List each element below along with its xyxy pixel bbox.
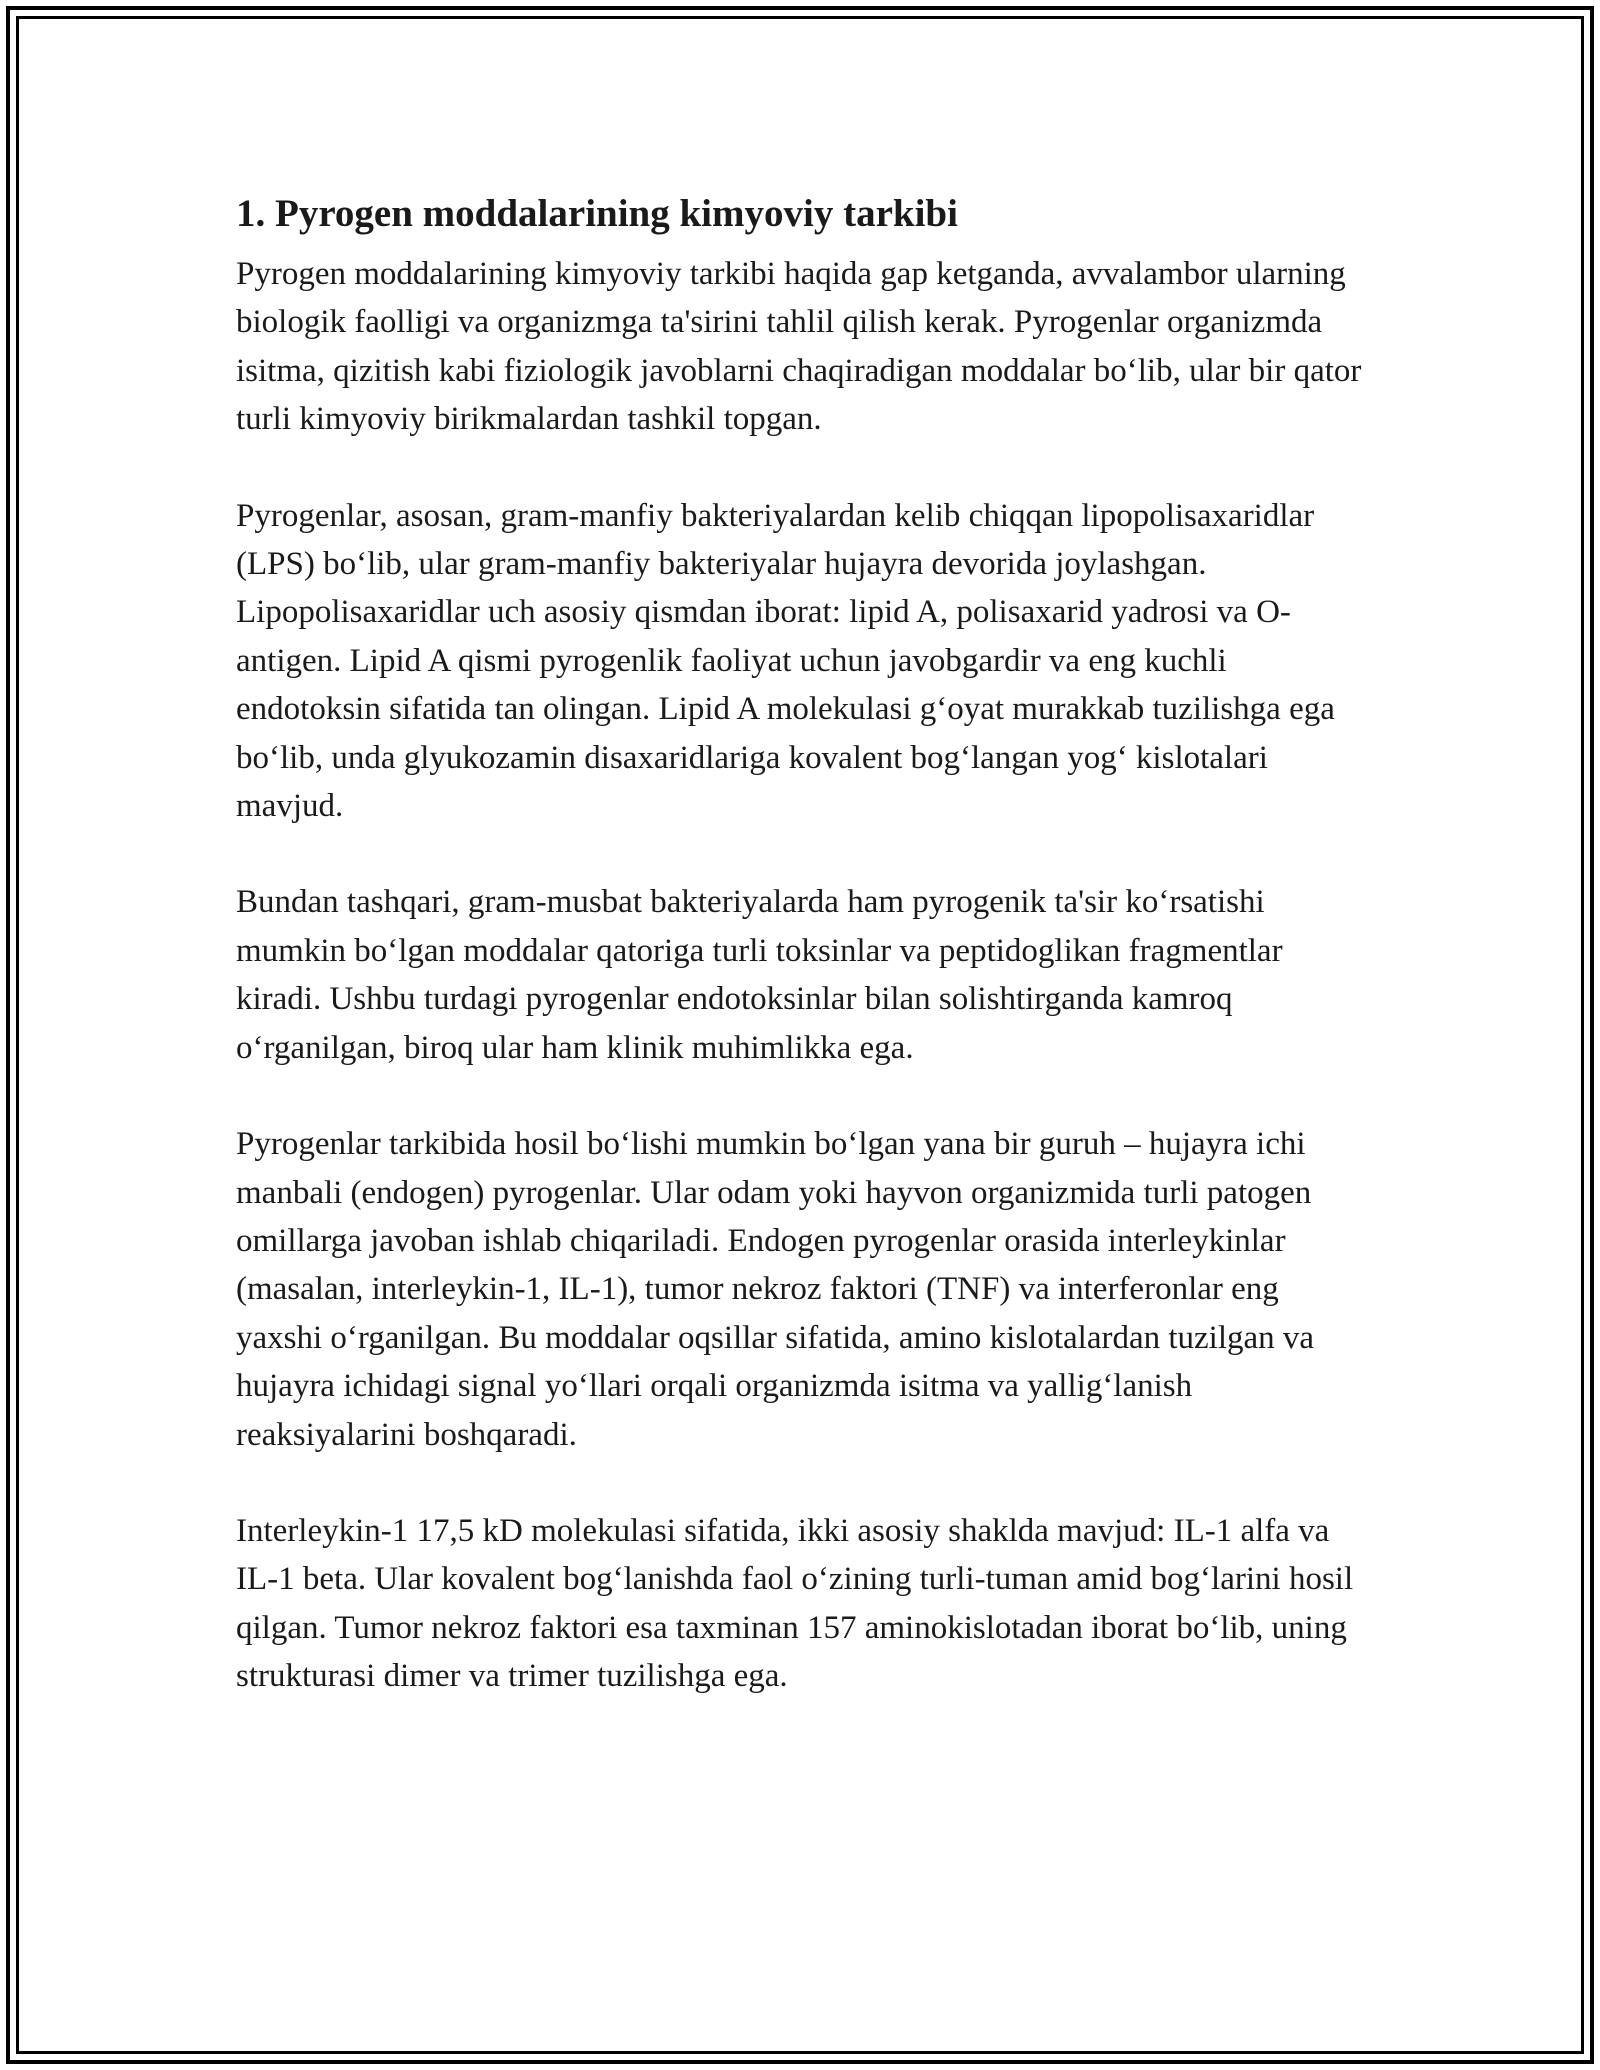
- paragraph-4: Pyrogenlar tarkibida hosil bo‘lishi mumkin bo‘lgan yana bir guruh – hujayra ichi manbali (endogen) pyrogenlar. Ular odam yoki hayvon organizmida turli patogen omillarga javoban ishlab chiqariladi. Endogen pyrogenlar orasida interleykinlar (masalan, interleykin-1, IL-1), tumor nekroz faktori (TNF) va interferonlar eng yaxshi o‘rganilgan. Bu moddalar oqsillar sifatida, amino kislotalardan tuzilgan va hujayra ichidagi signal yo‘llari orqali organizmda isitma va yallig‘lanish reaksiyalarini boshqaradi.: [236, 1126, 1315, 1453]
- paragraph-1: Pyrogen moddalarining kimyoviy tarkibi haqida gap ketganda, avvalambor ularning biologik faolligi va organizmga ta'sirini tahlil qilish kerak. Pyrogenlar organizmda isitma, qizitish kabi fiziologik javoblarni chaqiradigan moddalar bo‘lib, ular bir qator turli kimyoviy birikmalardan tashkil topgan.: [236, 256, 1362, 438]
- paragraph-3: Bundan tashqari, gram-musbat bakteriyalarda ham pyrogenik ta'sir ko‘rsatishi mumkin bo‘lgan moddalar qatoriga turli toksinlar va peptidoglikan fragmentlar kiradi. Ushbu turdagi pyrogenlar endotoksinlar bilan solishtirganda kamroq o‘rganilgan, biroq ular ham klinik muhimlikka ega.: [236, 884, 1283, 1066]
- paragraph-5: Interleykin-1 17,5 kD molekulasi sifatida, ikki asosiy shaklda mavjud: IL-1 alfa va IL-1 beta. Ular kovalent bog‘lanishda faol o‘zining turli-tuman amid bog‘larini hosil qilgan. Tumor nekroz faktori esa taxminan 157 aminokislotadan iborat bo‘lib, uning strukturasi dimer va trimer tuzilishga ega.: [236, 1512, 1354, 1695]
- document-body: [236, 188, 1370, 1749]
- section-heading: 1. Pyrogen moddalarining kimyoviy tarkibi: [236, 192, 958, 235]
- paragraph-2: Pyrogenlar, asosan, gram-manfiy bakteriyalardan kelib chiqqan lipopolisaxaridlar (LPS) bo‘lib, ular gram-manfiy bakteriyalar hujayra devorida joylashgan. Lipopolisaxaridlar uch asosiy qismdan iborat: lipid A, polisaxarid yadrosi va O-antigen. Lipid A qismi pyrogenlik faoliyat uchun javobgardir va eng kuchli endotoksin sifatida tan olingan. Lipid A molekulasi g‘oyat murakkab tuzilishga ega bo‘lib, unda glyukozamin disaxaridlariga kovalent bog‘langan yog‘ kislotalari mavjud.: [236, 497, 1335, 825]
